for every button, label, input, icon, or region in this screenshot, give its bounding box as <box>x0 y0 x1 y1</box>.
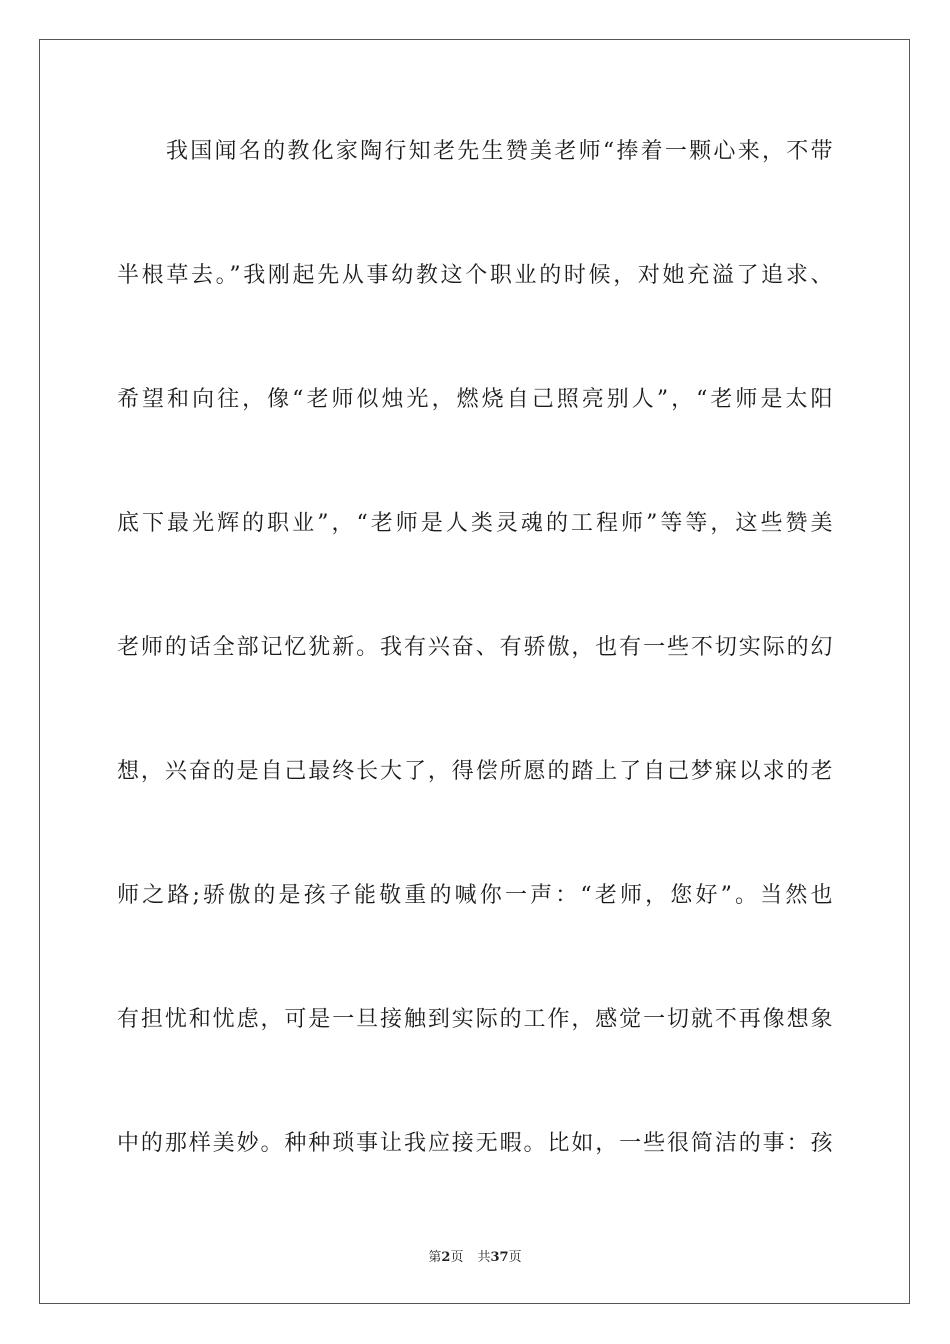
text-line-7: 师之路;骄傲的是孩子能敬重的喊你一声：“老师，您好”。当然也 <box>117 883 833 908</box>
text-line-2: 半根草去。”我刚起先从事幼教这个职业的时候，对她充溢了追求、 <box>117 263 833 288</box>
text-line-6: 想，兴奋的是自己最终长大了，得偿所愿的踏上了自己梦寐以求的老 <box>117 759 833 784</box>
total-suffix: 页 <box>508 1250 522 1265</box>
text-line-3: 希望和向往，像“老师似烛光，燃烧自己照亮别人”，“老师是太阳 <box>117 387 833 412</box>
page-frame <box>39 39 910 1304</box>
total-prefix: 共 <box>477 1250 491 1265</box>
total-pages: 37 <box>490 1250 509 1265</box>
text-line-5: 老师的话全部记忆犹新。我有兴奋、有骄傲，也有一些不切实际的幻 <box>117 635 833 660</box>
text-line-9: 中的那样美妙。种种琐事让我应接无暇。比如，一些很简洁的事：孩 <box>117 1131 833 1156</box>
text-line-4: 底下最光辉的职业”，“老师是人类灵魂的工程师”等等，这些赞美 <box>117 511 833 536</box>
text-line-8: 有担忧和忧虑，可是一旦接触到实际的工作，感觉一切就不再像想象 <box>117 1007 833 1032</box>
page-footer <box>0 1246 950 1265</box>
page-number: 2 <box>441 1250 451 1265</box>
text-line-1: 我国闻名的教化家陶行知老先生赞美老师“捧着一颗心来，不带 <box>166 139 833 164</box>
page-prefix: 第 <box>428 1250 442 1265</box>
page-suffix: 页 <box>450 1250 464 1265</box>
